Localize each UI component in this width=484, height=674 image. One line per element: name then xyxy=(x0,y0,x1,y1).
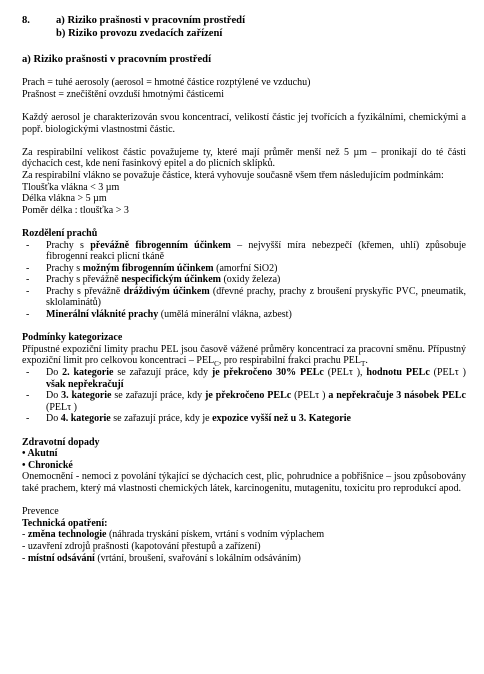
respirable-fiber-paragraph: Za respirabilní vlákno se považuje částice, která vyhovuje současně všem třem následujícím podmínkám: xyxy=(22,169,444,181)
dust-division-list xyxy=(22,240,466,321)
health-acute: • Akutní xyxy=(22,448,58,460)
chapter-titles xyxy=(56,14,245,40)
list-item: - uzavření zdrojů prašnosti (kapotování přestupů a zařízení) xyxy=(22,540,261,552)
health-chronic: • Chronické xyxy=(22,459,73,471)
definition-prasnost: Prašnost = znečištění ovzduší hmotnými částicemi xyxy=(22,88,224,100)
health-paragraph: Onemocnění - nemoci z povolání týkající se dýchacích cest, plic, pohrudnice a pobřišnice – jsou způsobovány také prachem, který má vlastnosti chemických látek, karcinogenitu, mutagenitu, toxicitu pro reprodukcí apod. xyxy=(22,471,466,494)
list-item: - Prachy s převážně dráždivým účinkem (dřevné prachy, prachy z broušení pryskyřic PVC, pneumatik, sklolaminátů) xyxy=(22,286,466,309)
chapter-title-b: b) Riziko provozu zvedacích zařízení xyxy=(56,28,223,39)
categorization-paragraph: Přípustné expoziční limity prachu PEL jsou časově vážené průměry koncentrací za pracovní směnu. Přípustný expoziční limit pro celkovou koncentraci – $PEL_C$, pro respirabilní frakci prachu $PEL_T$. xyxy=(22,343,466,369)
list-item: - místní odsávání (vrtání, broušení, svařování s lokálním odsáváním) xyxy=(22,552,301,564)
chapter-title-a: a) Riziko prašnosti v pracovním prostředí xyxy=(56,15,246,26)
list-item: - Do 3. kategorie se zařazují práce, kdy je překročeno PELc (PELτ ) a nepřekračuje 3 násobek PELc (PELτ ) xyxy=(22,390,466,413)
list-item: - Prachy s převážně fibrogenním účinkem – nejvyšší míra nebezpečí (křemen, uhlí) způsobuje fibrogenní reakci plicní tkáně xyxy=(22,240,466,263)
technical-measures-title: Technická opatření: xyxy=(22,517,108,529)
categorization-title: Podmínky kategorizace xyxy=(22,332,123,344)
list-item: - Minerální vláknité prachy (umělá minerální vlákna, azbest) xyxy=(22,309,466,321)
section-a-title: a) Riziko prašnosti v pracovním prostředí xyxy=(22,54,212,65)
chapter-header xyxy=(22,14,466,40)
condition-length: Délka vlákna > 5 µm xyxy=(22,193,107,205)
list-item: - Prachy s možným fibrogenním účinkem (amorfní SiO2) xyxy=(22,263,466,275)
health-title: Zdravotní dopady xyxy=(22,436,100,448)
condition-ratio: Poměr délka : tloušťka > 3 xyxy=(22,204,129,216)
condition-thickness: Tloušťka vlákna < 3 µm xyxy=(22,181,120,193)
list-item: - Do 2. kategorie se zařazují práce, kdy je překročeno 30% PELc (PELτ ), hodnotu PELc (PELτ ) však nepřekračují xyxy=(22,367,466,390)
prevention-title: Prevence xyxy=(22,506,59,518)
division-title: Rozdělení prachů xyxy=(22,227,98,239)
category-list xyxy=(22,367,466,425)
chapter-number: 8. xyxy=(22,15,30,26)
list-item: - Prachy s převážně nespecifickým účinkem (oxidy železa) xyxy=(22,274,466,286)
list-item: - Do 4. kategorie se zařazují práce, kdy je expozice vyšší než u 3. Kategorie xyxy=(22,413,466,425)
aerosol-paragraph: Každý aerosol je charakterizován svou koncentrací, velikostí částic jej tvořících a fyzikálními, chemickými a popř. biologickými vlastnostmi částic. xyxy=(22,111,466,135)
respirable-particle-paragraph: Za respirabilní velikost částic považujeme ty, které mají průměr menší než 5 µm – pronikají do té části dýchacích cest, kde není řasinkový epitel a do plicních sklípků. xyxy=(22,146,466,170)
list-item: - změna technologie (náhrada tryskání pískem, vrtání s vodním výplachem xyxy=(22,529,325,541)
definition-prach: Prach = tuhé aerosoly (aerosol = hmotné částice rozptýlené ve vzduchu) xyxy=(22,77,311,89)
